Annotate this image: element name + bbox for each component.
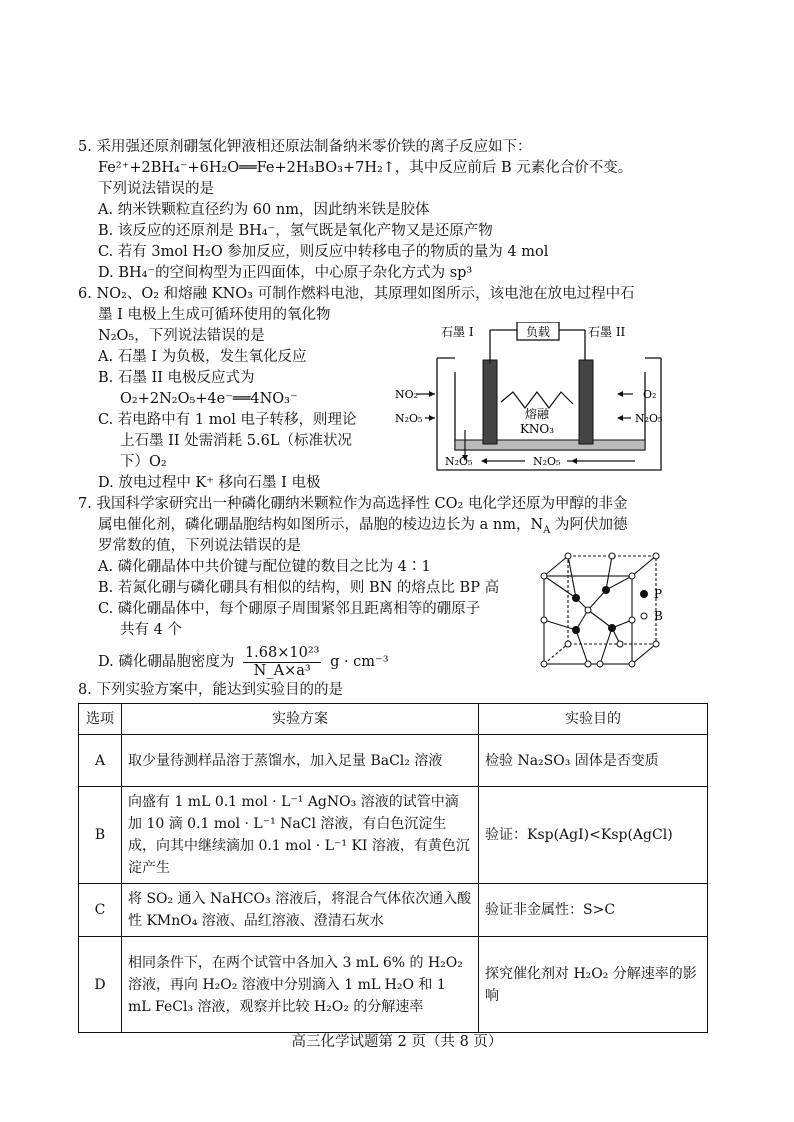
q5-equation: Fe²⁺+2BH₄⁻+6H₂O══Fe+2H₃BO₃+7H₂↑，其中反应前后 B 元素化合价不变。 xyxy=(98,160,633,176)
q5-option-b: B. 该反应的还原剂是 BH₄⁻，氢气既是氧化产物又是还原产物 xyxy=(98,223,493,239)
header-goal: 实验目的 xyxy=(479,704,708,735)
n2o5-right-label: N₂O₅ xyxy=(635,412,663,425)
o2-label: O₂ xyxy=(643,388,657,401)
q7-option-c-2: 共有 4 个 xyxy=(120,622,182,638)
q7-stem-2: 属电催化剂，磷化硼晶胞结构如图所示，晶胞的棱边边长为 a nm，$N_A$ 为阿伏加德 xyxy=(98,517,628,536)
table-row: B 向盛有 1 mL 0.1 mol · L⁻¹ AgNO₃ 溶液的试管中滴加 10 滴 0.1 mol · L⁻¹ NaCl 溶液，有白色沉淀生成，向其中继续滴加 0.1 mol · L⁻¹ KI 溶液，有黄色沉淀产生 验证：Ksp(AgI)<Ksp(AgCl) xyxy=(79,787,708,884)
page-footer: 高三化学试题第 2 页（共 8 页） xyxy=(291,1034,503,1050)
table-row: A 取少量待测样品溶于蒸馏水，加入足量 BaCl₂ 溶液 检验 Na₂SO₃ 固体是否变质 xyxy=(79,735,708,787)
q6-option-b-1: B. 石墨 II 电极反应式为 xyxy=(98,370,255,386)
crystal-cell-diagram xyxy=(536,550,686,670)
q6-option-c-3: 下）O₂ xyxy=(120,454,167,470)
q5-option-a: A. 纳米铁颗粒直径约为 60 nm，因此纳米铁是胶体 xyxy=(98,202,430,218)
q7-option-c-1: C. 磷化硼晶体中，每个硼原子周围紧邻且距离相等的硼原子 xyxy=(98,601,481,617)
experiment-table xyxy=(78,703,708,1033)
legend-b: B xyxy=(654,609,663,623)
load-label: 负载 xyxy=(525,325,551,339)
n2o5-in-label: N₂O₅ xyxy=(395,412,423,425)
header-plan: 实验方案 xyxy=(122,704,479,735)
q6-option-a: A. 石墨 I 为负极，发生氧化反应 xyxy=(98,349,307,365)
q6-option-d: D. 放电过程中 K⁺ 移向石墨 I 电极 xyxy=(98,475,321,491)
q7-stem-1: 7. 我国科学家研究出一种磷化硼纳米颗粒作为高选择性 CO₂ 电化学还原为甲醇的非金 xyxy=(78,496,628,512)
melt-label-1: 熔融 xyxy=(524,407,550,421)
legend-p: P xyxy=(654,587,663,601)
table-row: C 将 SO₂ 通入 NaHCO₃ 溶液后，将混合气体依次通入酸性 KMnO₄ 溶液、品红溶液、澄清石灰水 验证非金属性：S>C xyxy=(79,884,708,937)
density-fraction: $\frac{\text{1.68×10²³}}{\text{N\_A×a³}}$ xyxy=(244,644,320,679)
q6-stem-1: 6. NO₂、O₂ 和熔融 KNO₃ 可制作燃料电池，其原理如图所示，该电池在放电过程中石 xyxy=(78,286,635,302)
n2o5-bottom-mid-label: N₂O₅ xyxy=(533,455,561,468)
q6-stem-3: N₂O₅，下列说法错误的是 xyxy=(98,328,265,344)
table-row: D 相同条件下，在两个试管中各加入 3 mL 6% 的 H₂O₂ 溶液，再向 H₂O₂ 溶液中分别滴入 1 mL H₂O 和 1 mL FeCl₃ 溶液，观察并比较 H₂O₂ 的分解速率 探究催化剂对 H₂O₂ 分解速率的影响 xyxy=(79,937,708,1033)
q5-option-d: D. BH₄⁻的空间构型为正四面体，中心原子杂化方式为 sp³ xyxy=(98,265,473,281)
graphite-electrode-2 xyxy=(579,360,593,444)
electrode-1-label: 石墨 I xyxy=(441,325,474,339)
q6-option-c-2: 上石墨 II 处需消耗 5.6L（标准状况 xyxy=(120,433,352,449)
q6-option-c-1: C. 若电路中有 1 mol 电子转移，则理论 xyxy=(98,412,357,428)
q5-stem: 5. 采用强还原剂硼氢化钾液相还原法制备纳米零价铁的离子反应如下： xyxy=(78,139,532,155)
q7-stem-3: 罗常数的值，下列说法错误的是 xyxy=(98,538,301,554)
q8-stem: 8. 下列实验方案中，能达到实验目的的是 xyxy=(78,682,343,698)
fuel-cell-diagram xyxy=(395,322,675,474)
header-option: 选项 xyxy=(79,704,122,735)
q5-prompt: 下列说法错误的是 xyxy=(98,181,214,197)
q6-stem-2: 墨 I 电极上生成可循环使用的氧化物 xyxy=(98,307,331,323)
graphite-electrode-1 xyxy=(483,360,497,444)
melt-label-2: KNO₃ xyxy=(519,422,555,436)
q6-option-b-2: O₂+2N₂O₅+4e⁻══4NO₃⁻ xyxy=(120,391,298,407)
q7-option-b: B. 若氮化硼与磷化硼具有相似的结构，则 BN 的熔点比 BP 高 xyxy=(98,580,500,596)
n2o5-bottom-left-label: N₂O₅ xyxy=(445,455,473,468)
electrode-2-label: 石墨 II xyxy=(588,325,626,339)
q7-option-d: D. 磷化硼晶胞密度为 $\frac{\text{1.68×10²³}}{\text{N\_A×a³}}$ g · cm⁻³ xyxy=(98,644,389,679)
no2-label: NO₂ xyxy=(395,388,419,401)
q7-option-a: A. 磷化硼晶体中共价键与配位键的数目之比为 4∶1 xyxy=(98,559,431,575)
q5-option-c: C. 若有 3mol H₂O 参加反应，则反应中转移电子的物质的量为 4 mol xyxy=(98,244,549,260)
